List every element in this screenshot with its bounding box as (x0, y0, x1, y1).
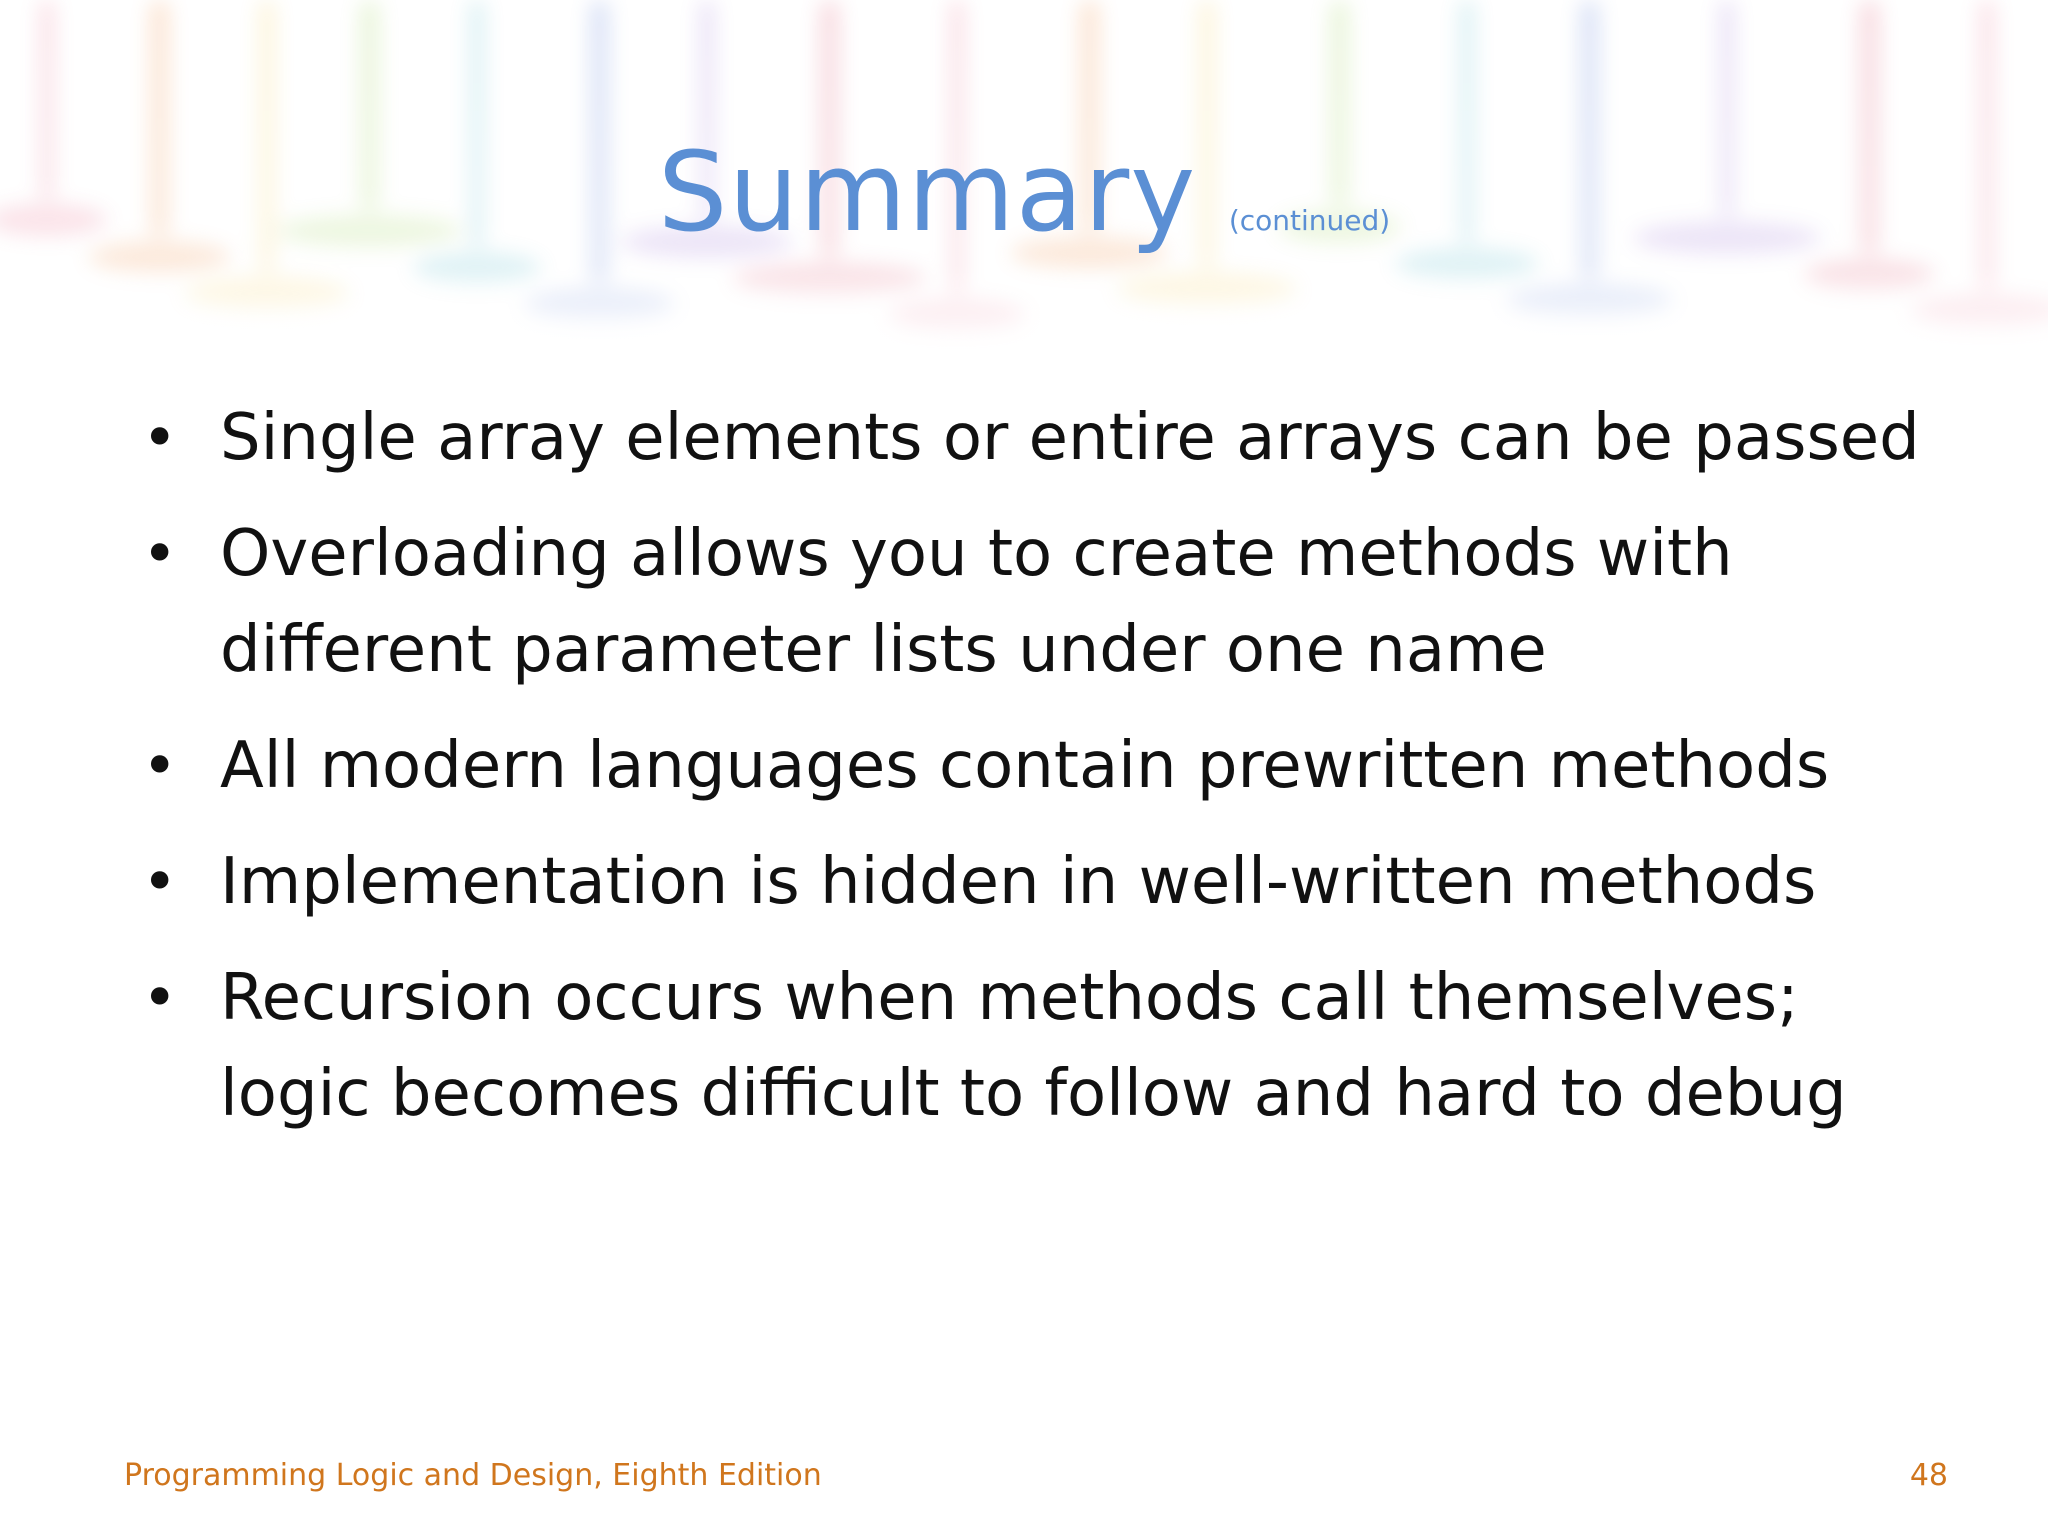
bullet-dot: • (142, 963, 178, 1033)
bullet-item (140, 950, 1940, 1142)
bullet-item (140, 718, 1940, 814)
bullet-item (140, 506, 1940, 698)
bullet-text: All modern languages contain prewritten methods (220, 729, 1830, 803)
bullet-dot: • (142, 403, 178, 473)
bullet-text: Single array elements or entire arrays can be passed (220, 401, 1920, 475)
footer-book-title: Programming Logic and Design, Eighth Edition (124, 1458, 822, 1493)
bullet-list (140, 390, 1940, 1162)
bullet-text: Overloading allows you to create methods with different parameter lists under one name (220, 517, 1733, 687)
title-row (0, 128, 2048, 256)
bullet-item (140, 390, 1940, 486)
bullet-text: Implementation is hidden in well-written methods (220, 845, 1817, 919)
bullet-text: Recursion occurs when methods call themselves; logic becomes difficult to follow and hard to debug (220, 961, 1847, 1131)
slide-subtitle: (continued) (1228, 204, 1391, 237)
bullet-item (140, 834, 1940, 930)
bullet-dot: • (142, 731, 178, 801)
page-number: 48 (1909, 1458, 1948, 1493)
bullet-dot: • (142, 847, 178, 917)
slide-title: Summary (657, 128, 1197, 256)
bullet-dot: • (142, 519, 178, 589)
